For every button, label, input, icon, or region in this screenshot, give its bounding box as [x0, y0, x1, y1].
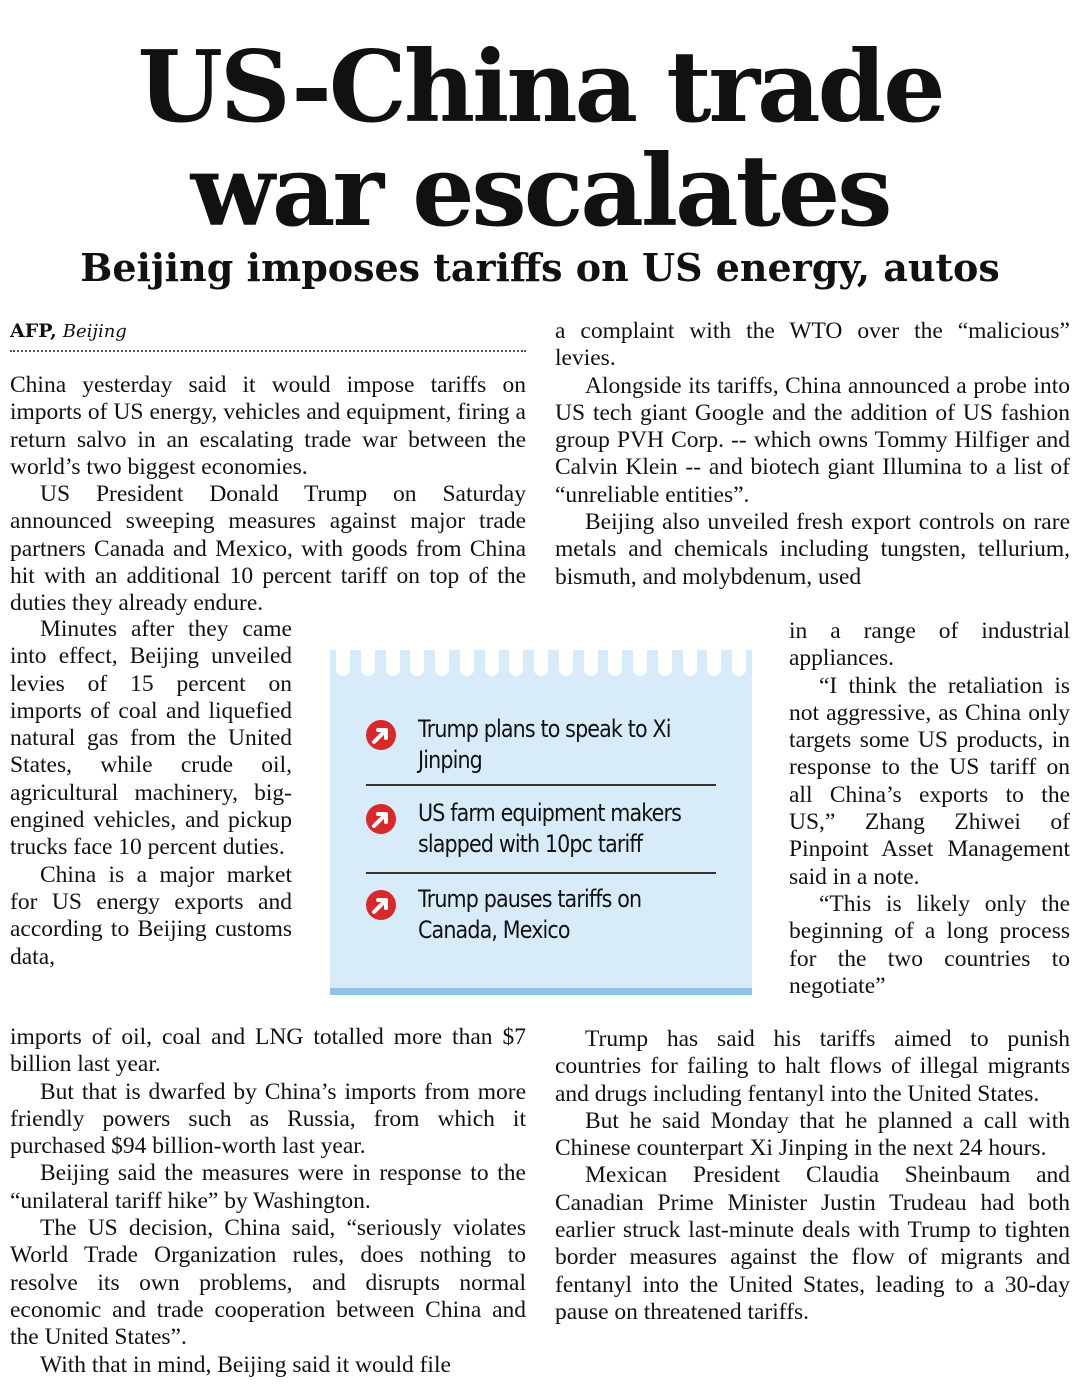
headline [0, 30, 1080, 249]
paragraph: US President Donald Trump on Saturday announced sweeping measures against major trade partners Canada and Mexico, with goods from China hit with an additional 10 percent tariff on top of the duties they already endure. [10, 481, 526, 617]
paragraph: Mexican President Claudia Sheinbaum and Canadian Prime Minister Justin Trudeau had both earlier struck last-minute deals with Trump to tighten border measures against the flow of migrants and fentanyl into the United States, leading to a 30-day pause on threatened tariffs. [555, 1162, 1070, 1325]
byline [10, 318, 127, 345]
column-1-top [10, 372, 526, 618]
highlight-item [366, 798, 716, 878]
highlight-text: Trump pauses tariffs on Canada, Mexico [418, 885, 642, 944]
paragraph: Beijing also unveiled fresh export controls on rare metals and chemicals including tungsten, tellurium, bismuth, and molybdenum, used [555, 509, 1070, 590]
paragraph: imports of oil, coal and LNG totalled more than $7 billion last year. [10, 1024, 526, 1078]
column-2-bottom [555, 1026, 1070, 1326]
highlight-item [366, 884, 716, 964]
arrow-up-right-icon [366, 804, 396, 834]
byline-city: Beijing [62, 321, 127, 342]
paragraph: “This is likely only the beginning of a long process for the two countries to negotiate” [789, 890, 1070, 999]
column-2-wrap [789, 618, 1070, 1000]
paragraph: China yesterday said it would impose tariffs on imports of US energy, vehicles and equipment, firing a return salvo in an escalating trade war between the world’s two biggest economies. [10, 372, 526, 480]
column-1-wrap [10, 616, 292, 971]
byline-divider [10, 350, 526, 352]
paragraph: a complaint with the WTO over the “malicious” levies. [555, 318, 1070, 372]
paragraph: China is a major market for US energy exports and according to Beijing customs data, [10, 861, 292, 970]
paragraph: Minutes after they came into effect, Beijing unveiled levies of 15 percent on imports of coal and liquefied natural gas from the United States, while crude oil, agricultural machinery, big-engined vehicles, and pickup trucks face 10 percent duties. [10, 616, 292, 861]
paragraph: in a range of industrial appliances. [789, 618, 1070, 672]
subheadline: Beijing imposes tariffs on US energy, autos [80, 245, 1000, 290]
paragraph: But that is dwarfed by China’s imports from more friendly powers such as Russia, from which it purchased $94 billion-worth last year. [10, 1078, 526, 1160]
paragraph: Trump has said his tariffs aimed to punish countries for failing to halt flows of illegal migrants and drugs including fentanyl into the United States. [555, 1026, 1070, 1107]
highlight-divider [366, 784, 716, 786]
paragraph: With that in mind, Beijing said it would file [40, 1351, 451, 1378]
byline-agency: AFP, [10, 320, 57, 342]
arrow-up-right-icon [366, 720, 396, 750]
highlight-text: Trump plans to speak to Xi Jinping [418, 715, 671, 774]
paragraph: “I think the retaliation is not aggressive, as China only targets some US products, in response to the US tariff on all China’s exports to the US,” Zhang Zhiwei of Pinpoint Asset Management said in a note. [789, 672, 1070, 890]
paragraph: The US decision, China said, “seriously violates World Trade Organization rules, does nothing to resolve its own problems, and disrupts normal economic and trade cooperation between China and the United States”. [10, 1215, 526, 1351]
highlight-divider [366, 872, 716, 874]
highlights-box [330, 650, 752, 995]
paragraph: Alongside its tariffs, China announced a probe into US tech giant Google and the addition of US fashion group PVH Corp. -- which owns Tommy Hilfiger and Calvin Klein -- and biotech giant Illumina to a list of “unreliable entities”. [555, 372, 1070, 508]
column-2-top [555, 318, 1070, 591]
headline-line-2: war escalates [190, 134, 890, 249]
highlight-text: US farm equipment makers slapped with 10pc tariff [418, 799, 681, 858]
highlight-item [366, 714, 716, 794]
paragraph: But he said Monday that he planned a call with Chinese counterpart Xi Jinping in the next 24 hours. [555, 1107, 1070, 1162]
column-1-bottom [10, 1024, 526, 1379]
paragraph: Beijing said the measures were in response to the “unilateral tariff hike” by Washington. [10, 1160, 526, 1214]
arrow-up-right-icon [366, 890, 396, 920]
headline-line-1: US-China trade [137, 30, 943, 145]
notepad-rings [336, 650, 746, 680]
